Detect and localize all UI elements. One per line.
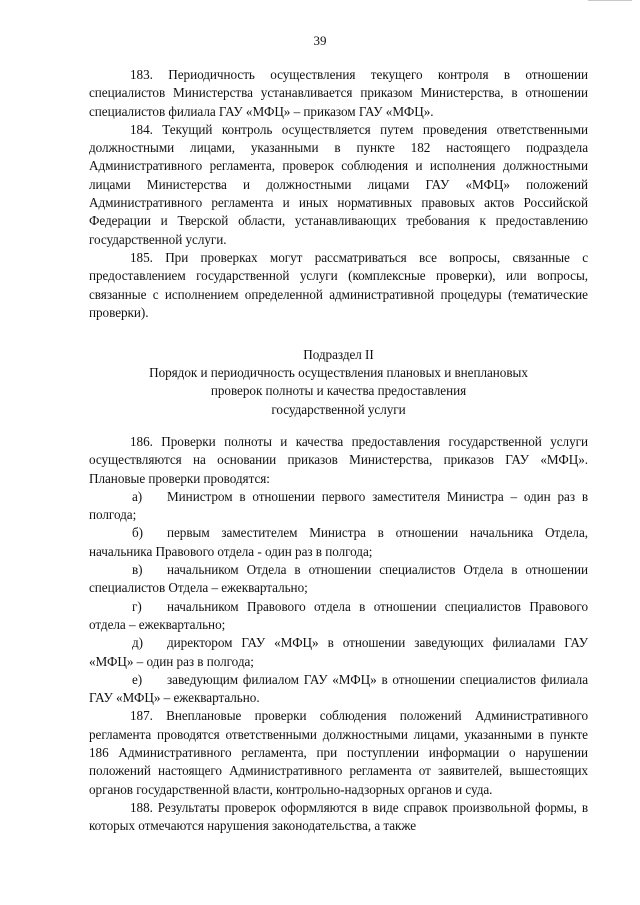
list-item [89, 671, 588, 708]
list-item-text: первым заместителем Министра в отношении начальника Отдела, начальника Правового отдела - один раз в полгода; [89, 525, 588, 559]
list-item [89, 598, 588, 635]
list-item [89, 524, 588, 561]
list-item [89, 488, 588, 525]
list-item-label: г) [132, 598, 142, 614]
list-item-text: заведующим филиалом ГАУ «МФЦ» в отношении специалистов филиала ГАУ «МФЦ» – ежеквартально. [89, 671, 588, 706]
list-item-text: начальником Правового отдела в отношении специалистов Правового отдела – ежеквартально; [89, 598, 588, 632]
paragraph-185: 185. При проверках могут рассматриваться все вопросы, связанные с предоставлением государственной услуги (комплексные проверки), или вопросы, связанные с исполнением определенной административной процедуры (тематические проверки). [89, 249, 588, 320]
list-item-text: начальником Отдела в отношении специалистов Отдела в отношении специалистов Отдела – ежеквартально; [89, 562, 588, 596]
subsection-heading [89, 346, 588, 419]
paragraph-184: 184. Текущий контроль осуществляется путем проведения ответственными должностными лицами, указанными в пункте 182 настоящего подраздела Административного регламента, проверок соблюдения и исполнения должностными лицами Министерства и должностными лицами ГАУ «МФЦ» положений Административного регламента и иных нормативных правовых актов Российской Федерации и Тверской области, устанавливающих требования к предоставлению государственной услуги. [89, 121, 588, 247]
list-item [89, 561, 588, 598]
subsection-title-line2: проверок полноты и качества предоставления [210, 383, 467, 399]
paragraph-187: 187. Внеплановые проверки соблюдения положений Административного регламента проводятся ответственными должностными лицами, указанными в пункте 186 Административного регламента, при поступлении информации о нарушении положений настоящего Административного регламента от заявителей, вышестоящих органов государственной власти, контрольно-надзорных органов и суда. [89, 708, 588, 797]
paragraphs-183-185 [89, 66, 588, 322]
paragraphs-186-188 [89, 433, 588, 836]
subsection-title-line3: государственной услуги [271, 401, 406, 417]
subsection-label: Подраздел II [303, 347, 374, 362]
scan-mark [588, 0, 632, 3]
list-item-label: а) [132, 488, 143, 504]
subsection-title-line1: Порядок и периодичность осуществления плановых и внеплановых [149, 365, 528, 381]
list-item-label: д) [132, 635, 144, 651]
list-item-label: в) [132, 562, 143, 578]
list-item-text: директором ГАУ «МФЦ» в отношении заведующих филиалами ГАУ «МФЦ» – один раз в полгода; [89, 635, 588, 669]
page-number: 39 [313, 33, 327, 48]
list-item-label: б) [132, 525, 144, 541]
list-item-text: Министром в отношении первого заместителя Министра – один раз в полгода; [89, 488, 588, 523]
paragraph-183: 183. Периодичность осуществления текущего контроля в отношении специалистов Министерства устанавливается приказом Министерства, в отношении специалистов филиала ГАУ «МФЦ» – приказом ГАУ «МФЦ». [89, 67, 588, 119]
paragraph-188: 188. Результаты проверок оформляются в виде справок произвольной формы, в которых отмечаются нарушения законодательства, а также [89, 799, 588, 834]
list-item [89, 634, 588, 671]
paragraph-186-intro: 186. Проверки полноты и качества предоставления государственной услуги осуществляются на основании приказов Министерства, приказов ГАУ «МФЦ». Плановые проверки проводятся: [89, 434, 588, 486]
list-item-label: е) [132, 671, 143, 687]
